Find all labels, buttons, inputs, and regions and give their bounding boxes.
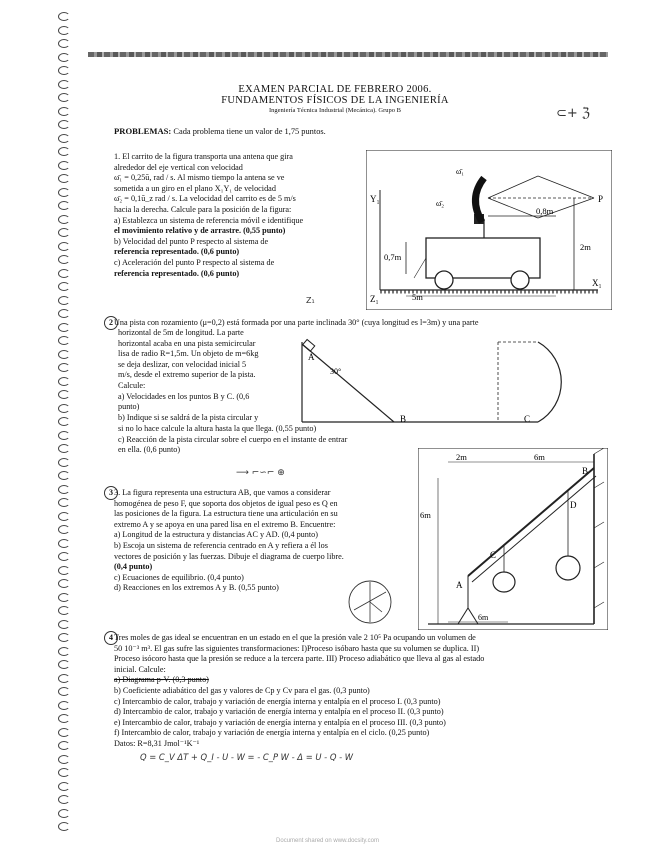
fig1-dim-base: 5m [412,292,423,302]
binder-ring [58,728,70,737]
binder-ring [58,498,70,507]
binder-ring [58,215,70,224]
binder-ring [58,768,70,777]
fig3-dim-6m-left: 6m [420,510,431,520]
p3-line: homogénea de peso F, que soporta dos objetos de igual peso es Q en [114,498,338,508]
binder-ring [58,39,70,48]
fig3-dim-6m-bottom: 6m [478,613,489,622]
p4-line: Tres moles de gas ideal se encuentran en un estado en el que la presión vale 2 10⁵ Pa ocupando un volumen de [114,633,476,642]
p4-line: 50 10⁻³ m³. El gas sufre las siguientes transformaciones: I)Proceso isóbaro hasta que su volumen se duplica. II) [114,643,480,653]
p3-line: (0,4 punto) [114,562,153,572]
binder-ring [58,579,70,588]
fig2-angle: 30° [330,367,342,376]
p3-line: d) Reacciones en los extremos A y B. (0,55 punto) [114,583,279,593]
binder-ring [58,93,70,102]
fig1-dim-top: 0,8m [536,206,554,216]
binder-ring [58,674,70,683]
page-footer: Document shared on www.docsity.com [276,838,379,844]
exam-group: Ingeniería Técnica Industrial (Mecánica). Grupo B [269,107,401,114]
fig1-label-w1: ω̄₁ [456,167,465,176]
binder-ring [58,53,70,62]
p2-line: se deja deslizar, con velocidad inicial 5 [118,359,247,369]
binder-ring [58,471,70,480]
problem-4-text [114,633,614,750]
fig1-dim-right: 2m [580,242,591,252]
p2-line: horizontal de 5m de longitud. La parte [118,328,244,337]
p2-line: lisa de radio R=1,5m. Un objeto de m=6kg [118,349,259,359]
p3-line: extremo A y se apoya en una pared lisa en el extremo B. Encuentre: [114,519,336,529]
binder-ring [58,660,70,669]
p4-line: f) Intercambio de calor, trabajo y variación de energía interna y entalpía en el ciclo. (0,25 punto) [114,728,430,738]
fig1-label-p: P [598,194,604,204]
problem-2-number: 2 [104,316,118,330]
binder-ring [58,404,70,413]
binder-ring [58,120,70,129]
binder-ring [58,782,70,791]
binder-ring [58,255,70,264]
binder-ring [58,296,70,305]
fig1-label-x: X₁ [592,278,602,288]
binder-ring [58,282,70,291]
figure-incline-track [298,334,608,430]
binder-ring [58,417,70,426]
binder-ring [58,512,70,521]
binder-ring [58,687,70,696]
fig2-label-b: B [400,414,407,424]
binder-ring [58,755,70,764]
p4-line: inicial. Calcule: [114,664,166,674]
binder-ring [58,566,70,575]
binder-ring [58,701,70,710]
binder-ring [58,242,70,251]
fig2-label-a: A [308,352,315,362]
binder-ring [58,795,70,804]
binder-ring [58,620,70,629]
binder-ring [58,147,70,156]
p1-line: b) Velocidad del punto P respecto al sistema de [114,236,269,246]
p2-line: horizontal acaba en una pista semicircular [118,338,256,348]
binder-ring [58,444,70,453]
fig3-label-d: D [570,500,577,510]
p4-line: a) Diagrama p-V. (0,3 punto) [114,675,209,685]
p1-line: hacia la derecha. Calcule para la posición de la figura: [114,204,292,214]
binder-ring [58,12,70,21]
binder-ring [58,228,70,237]
binder-ring [58,552,70,561]
fig1-label-y: Y₁ [370,194,380,204]
binder-ring [58,188,70,197]
p4-line: Proceso isócoro hasta que la presión se reduce a la tercera parte. III) Proceso adiabático que lleva al gas al estado [114,654,485,664]
binder-ring [58,377,70,386]
scan-top-border [88,52,608,57]
binder-ring [58,309,70,318]
binder-ring [58,809,70,818]
binder-ring [58,458,70,467]
binder-ring [58,363,70,372]
binder-ring [58,714,70,723]
binder-ring [58,269,70,278]
fig3-label-a: A [456,580,463,590]
fig1-dim-left: 0,7m [384,252,402,262]
p2-line: b) Indique si se saldrá de la pista circular y [118,412,259,422]
p3-line: a) Longitud de la estructura y distancias AC y AD. (0,4 punto) [114,530,318,540]
binder-ring [58,485,70,494]
fig3-dim-6m-top: 6m [534,452,545,462]
p2-line: m/s, desde el extremo superior de la pista. [118,370,256,380]
problem-2-text [118,328,296,423]
problems-intro [114,126,326,138]
figure-cart-antenna [366,150,612,310]
p2-line: punto) [118,402,140,412]
fig1-label-z: Z₁ [370,294,379,304]
p1-line: referencia representado. (0,6 punto) [114,247,240,257]
p1-line: ω̄₁ = 0,25ū, rad / s. Al mismo tiempo la antena se ve [114,173,285,183]
handwritten-scribble: ⊂+ ℨ [556,106,590,121]
problem-2-first-line: Una pista con rozamiento (μ=0,2) está formada por una parte inclinada 30° (cuya longitud es l=3m) y una parte [114,318,479,327]
p2-line: c) Reacción de la pista circular sobre el cuerpo en el instante de entrar [118,434,348,444]
p2-line: a) Velocidades en los puntos B y C. (0,6 [118,391,250,401]
binder-ring [58,822,70,831]
binder-ring [58,66,70,75]
problem-1-text [114,152,362,279]
p3-line: b) Escoja un sistema de referencia centrado en A y refiera a él los [114,540,328,550]
exam-subject: FUNDAMENTOS FÍSICOS DE LA INGENIERÍA [221,95,449,106]
binder-ring [58,390,70,399]
binder-ring [58,107,70,116]
p1-line: sometida a un giro en el plano X₁Y₁ de velocidad [114,183,276,193]
p2-scribbles: ⟶ ⌐∽⌐ ⊕ [236,468,285,478]
binder-ring [58,606,70,615]
p1-line: a) Establezca un sistema de referencia móvil e identifique [114,215,304,225]
binder-ring [58,633,70,642]
binder-ring [58,647,70,656]
figure-structure-ab [418,448,608,630]
binder-ring [58,741,70,750]
binder-ring [58,201,70,210]
p2-line: Calcule: [118,380,146,390]
p3-line: 3. La figura representa una estructura AB, que vamos a considerar [114,488,331,497]
binder-ring [58,525,70,534]
binder-ring [58,134,70,143]
fig2-label-c: C [524,414,531,424]
p2-line: en ella. (0,6 punto) [118,445,181,455]
problem-4-number: 4 [104,631,118,645]
p1-line: ω̄₂ = 0,1ū_z rad / s. La velocidad del carrito es de 5 m/s [114,194,296,204]
fig1-label-w2: ω̄₂ [436,199,445,208]
p2-line: si no lo hace calcule la altura hasta la que llega. (0,55 punto) [118,424,317,433]
p4-line: c) Intercambio de calor, trabajo y variación de energía interna y entalpía en el proceso I. (0,3 punto) [114,696,441,706]
p4-line: b) Coeficiente adiabático del gas y valores de Cp y Cv para el gas. (0,3 punto) [114,685,370,695]
problems-text: Cada problema tiene un valor de 1,75 puntos. [173,127,326,136]
p1-line: el movimiento relativo y de arrastre. (0,55 punto) [114,226,286,236]
fig3-dim-2m: 2m [456,452,467,462]
p4-line: e) Intercambio de calor, trabajo y variación de energía interna y entalpía en el proceso III. (0,3 punto) [114,717,446,727]
binder-ring [58,26,70,35]
exam-title: EXAMEN PARCIAL DE FEBRERO 2006. [238,84,432,95]
binder-ring [58,350,70,359]
free-body-sketch [344,578,396,626]
binder-ring [58,336,70,345]
binder-ring [58,431,70,440]
binder-ring [58,323,70,332]
handwritten-equation: Q = C_V ΔT + Q_I - U - W = - C_P W - Δ = U - Q - W [140,752,354,762]
p1-line: c) Aceleración del punto P respecto al sistema de [114,257,275,267]
p1-line: alrededor del eje vertical con velocidad [114,162,243,172]
problems-label: PROBLEMAS: [114,126,172,136]
binder-ring [58,593,70,602]
p1-margin-note: Z₁ [306,296,315,305]
binder-ring [58,539,70,548]
p4-line: Datos: R=8,31 Jmol⁻¹K⁻¹ [114,738,200,748]
binder-ring [58,80,70,89]
p4-line: d) Intercambio de calor, trabajo y variación de energía interna y entalpía en el proceso II. (0,3 punto) [114,707,444,717]
binder-ring [58,161,70,170]
p3-line: c) Ecuaciones de equilibrio. (0,4 punto) [114,572,244,582]
binder-ring [58,174,70,183]
p3-line: las posiciones de la figura. La estructura tiene una articulación en su [114,509,338,519]
p1-line: referencia representado. (0,6 punto) [114,268,240,278]
p3-line: vectores de posición y las fuerzas. Dibuje el diagrama de cuerpo libre. [114,551,344,561]
problem-3-number: 3 [104,486,118,500]
fig3-label-b: B [582,466,589,476]
fig3-label-c: C [490,550,497,560]
p1-line: 1. El carrito de la figura transporta una antena que gira [114,152,293,161]
